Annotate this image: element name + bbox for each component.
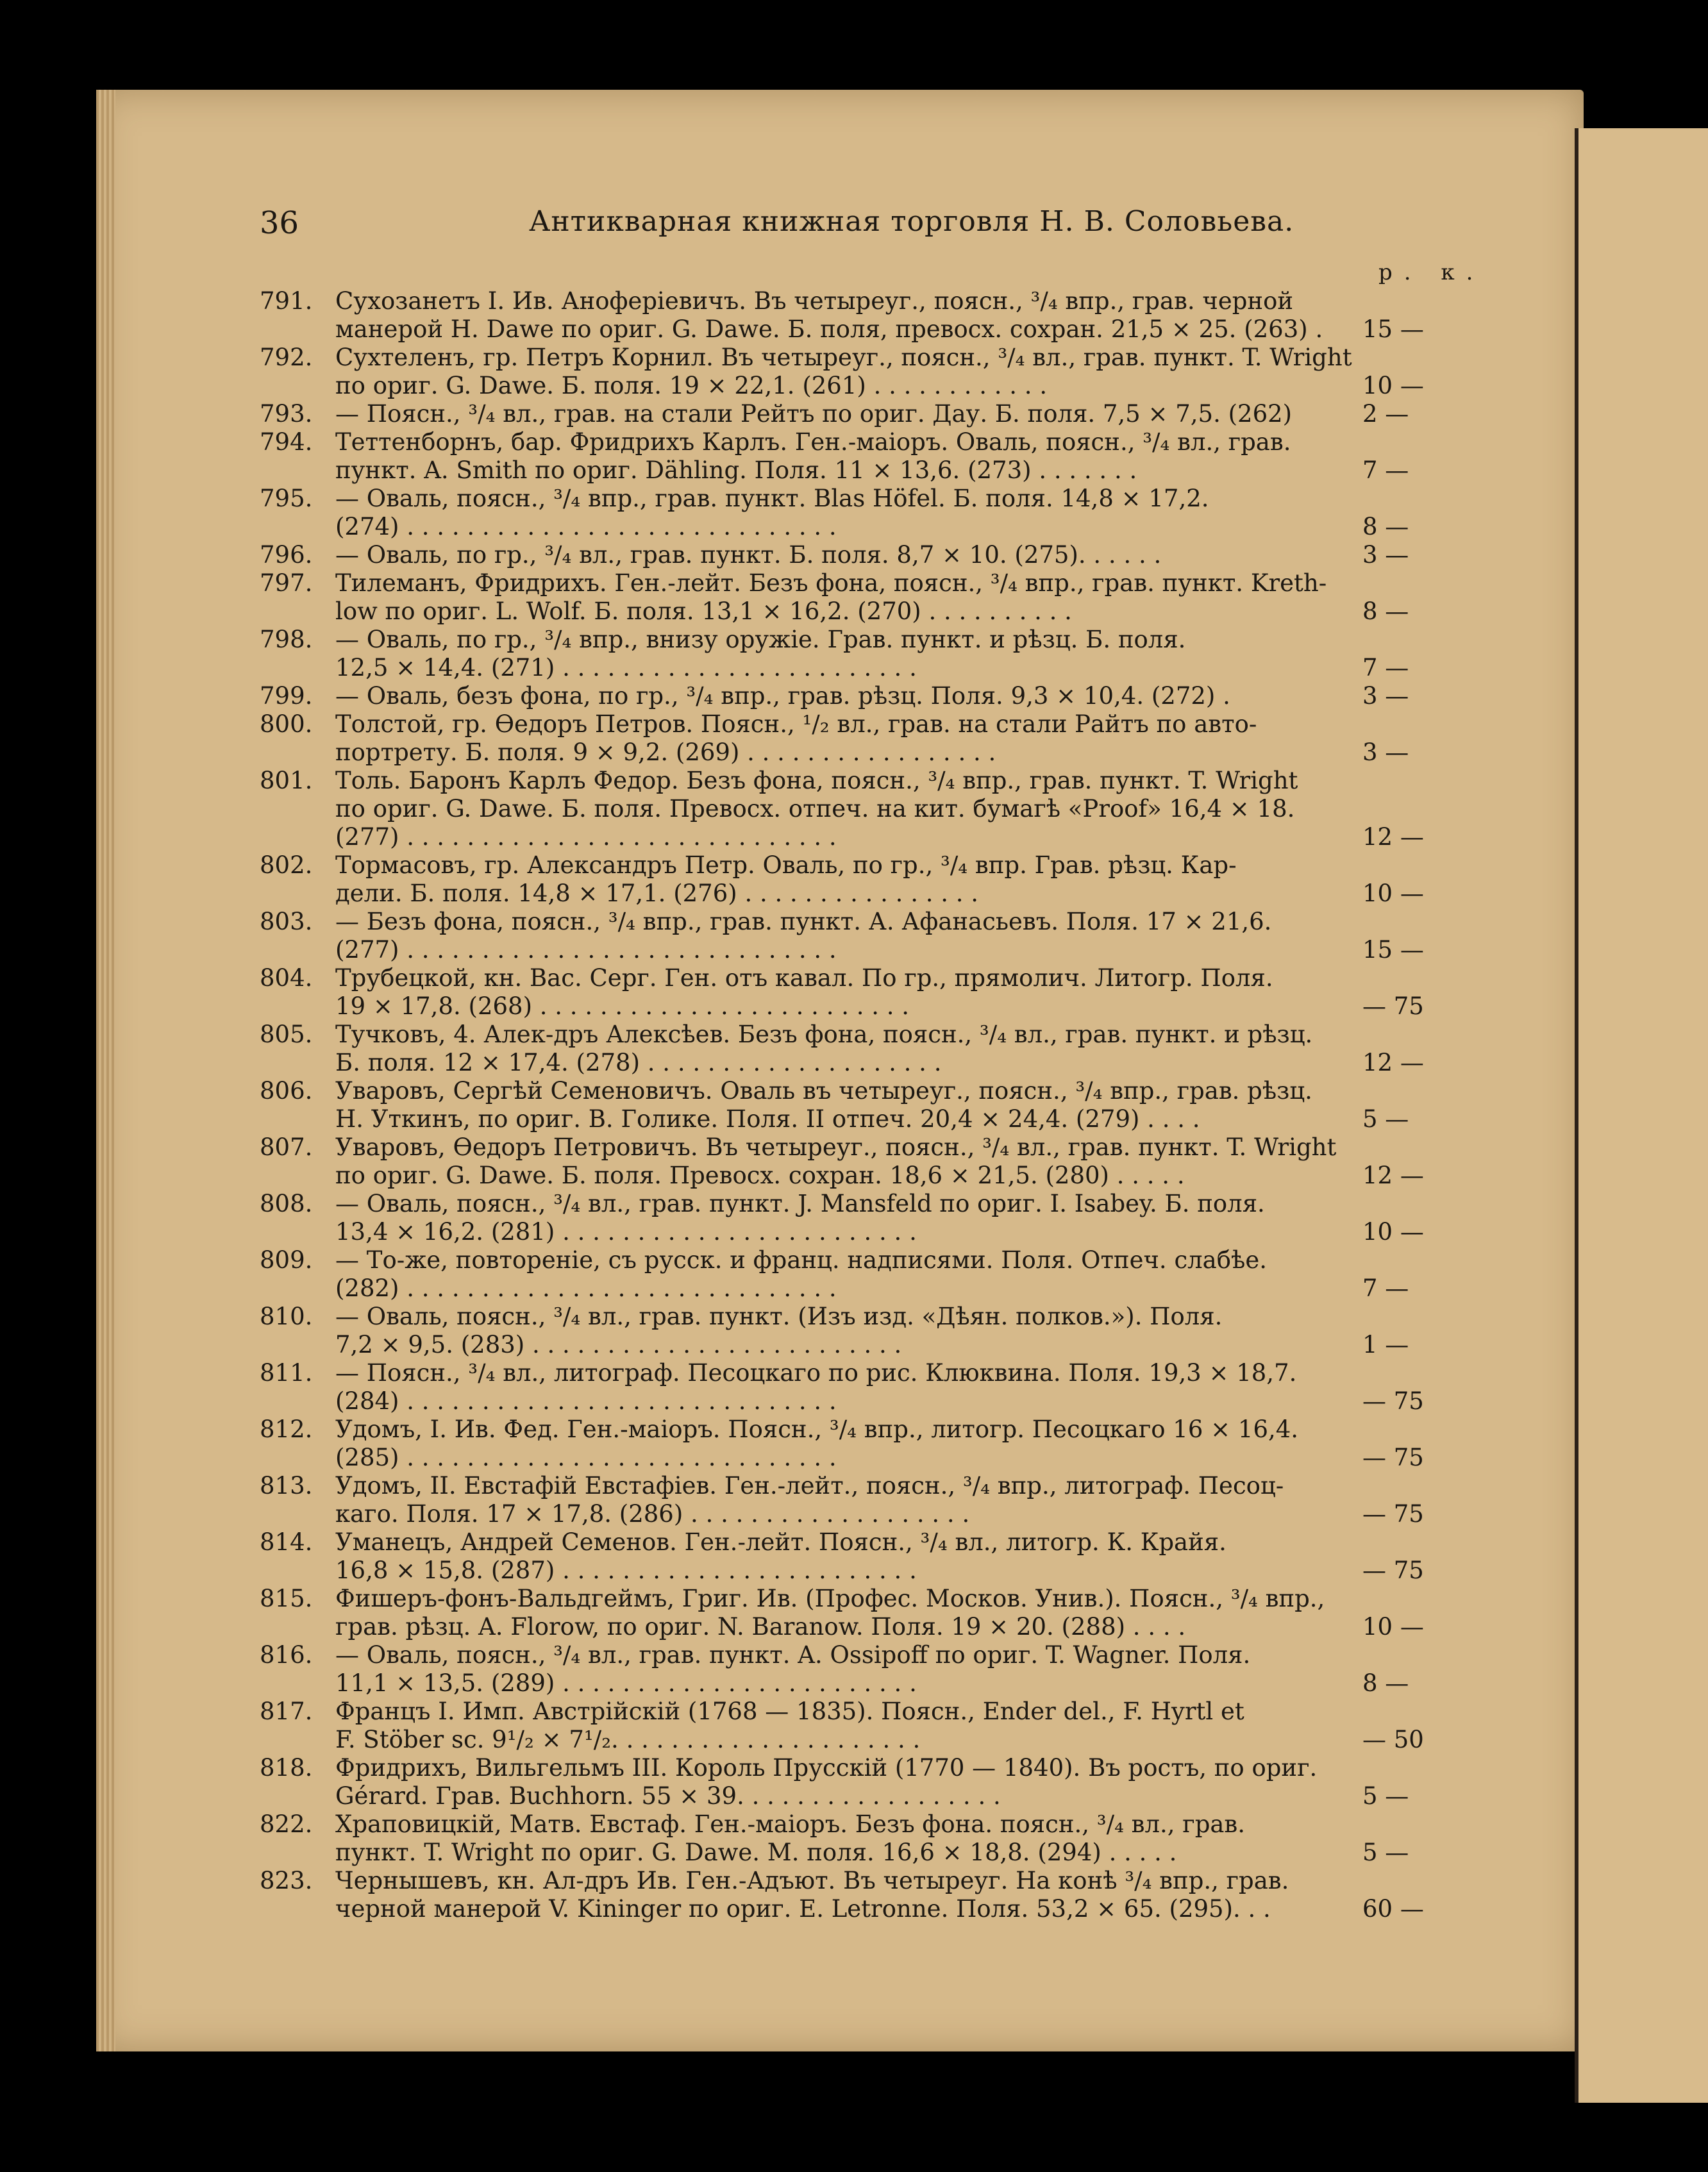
entry-price: 10 — <box>1362 1218 1424 1246</box>
entry-number: 818. <box>260 1754 313 1782</box>
entry-number: 794. <box>260 428 313 456</box>
entry-text: (285) . . . . . . . . . . . . . . . . . . . . . . . . . . . . . <box>335 1444 837 1471</box>
entry-number: 814. <box>260 1528 313 1556</box>
entry-line <box>260 287 1542 315</box>
entry-price: 5 — <box>1362 1105 1409 1133</box>
entry-line <box>260 1077 1542 1105</box>
entry-number: 808. <box>260 1190 313 1217</box>
entry-line <box>260 1867 1542 1895</box>
entry-text: 12,5 × 14,4. (271) . . . . . . . . . . . . . . . . . . . . . . . . <box>335 654 917 681</box>
catalog-entry <box>260 287 1542 344</box>
entry-text: (282) . . . . . . . . . . . . . . . . . . . . . . . . . . . . . <box>335 1274 837 1302</box>
entry-price: 3 — <box>1362 682 1409 710</box>
entry-line <box>260 710 1542 739</box>
entry-text: Тилеманъ, Фридрихъ. Ген.-лейт. Безъ фона, поясн., ³/₄ впр., грав. пункт. Kreth- <box>335 569 1327 597</box>
entry-price: — 75 <box>1362 1387 1424 1415</box>
entry-text: — Поясн., ³/₄ вл., грав. на стали Рейтъ по ориг. Дау. Б. поля. 7,5 × 7,5. (262) <box>335 400 1293 428</box>
catalog-entry <box>260 541 1542 569</box>
entry-text: Уманецъ, Андрей Семенов. Ген.-лейт. Поясн., ³/₄ вл., литогр. К. Крайя. <box>335 1528 1227 1556</box>
entry-number: 812. <box>260 1416 313 1443</box>
entry-text: (277) . . . . . . . . . . . . . . . . . . . . . . . . . . . . . <box>335 936 837 964</box>
entry-line <box>260 1246 1542 1274</box>
entry-number: 802. <box>260 851 313 879</box>
entry-price: 10 — <box>1362 372 1424 399</box>
entry-number: 805. <box>260 1021 313 1048</box>
entry-price: — 75 <box>1362 1557 1424 1584</box>
entry-number: 797. <box>260 569 313 597</box>
entry-text: Н. Уткинъ, по ориг. В. Голике. Поля. II отпеч. 20,4 × 24,4. (279) . . . . <box>335 1105 1200 1133</box>
entry-price: 5 — <box>1362 1782 1409 1810</box>
entry-text: (284) . . . . . . . . . . . . . . . . . . . . . . . . . . . . . <box>335 1387 837 1415</box>
entry-line <box>260 851 1542 880</box>
catalog-entry <box>260 1867 1542 1923</box>
entry-price: 10 — <box>1362 880 1424 907</box>
catalog-entry <box>260 1359 1542 1416</box>
entry-text: — То-же, повтореніе, съ русск. и франц. надписями. Поля. Отпеч. слабѣе. <box>335 1246 1267 1274</box>
entry-text: портрету. Б. поля. 9 × 9,2. (269) . . . . . . . . . . . . . . . . . <box>335 739 996 766</box>
entry-number: 798. <box>260 626 313 653</box>
page-number: 36 <box>260 205 299 241</box>
entry-text: (274) . . . . . . . . . . . . . . . . . . . . . . . . . . . . . <box>335 513 837 540</box>
entry-text: 13,4 × 16,2. (281) . . . . . . . . . . . . . . . . . . . . . . . . <box>335 1218 917 1246</box>
catalog-entry <box>260 1021 1542 1077</box>
catalog-entry <box>260 1472 1542 1528</box>
entry-price: 7 — <box>1362 456 1409 484</box>
entry-price: 8 — <box>1362 1669 1409 1697</box>
catalog-entry <box>260 908 1542 964</box>
entry-text: F. Stöber sc. 9¹/₂ × 7¹/₂. . . . . . . . . . . . . . . . . . . . . <box>335 1726 921 1753</box>
entry-number: 799. <box>260 682 313 710</box>
entry-line <box>260 1416 1542 1444</box>
entry-line <box>260 485 1542 513</box>
entry-text: — Поясн., ³/₄ вл., литограф. Песоцкаго по рис. Клюквина. Поля. 19,3 × 18,7. <box>335 1359 1297 1387</box>
entry-line <box>260 936 1542 964</box>
page-edges <box>96 90 115 2051</box>
entry-price: 60 — <box>1362 1895 1424 1923</box>
entry-line <box>260 1726 1542 1754</box>
entry-number: 796. <box>260 541 313 569</box>
entry-price: — 75 <box>1362 1444 1424 1471</box>
entry-line <box>260 1472 1542 1500</box>
entry-line <box>260 541 1542 569</box>
entry-text: Удомъ, І. Ив. Фед. Ген.-маіоръ. Поясн., ³/₄ впр., литогр. Песоцкаго 16 × 16,4. <box>335 1416 1299 1443</box>
entry-line <box>260 1105 1542 1133</box>
catalog-entry <box>260 1246 1542 1303</box>
catalog-entry <box>260 1698 1542 1754</box>
entry-line <box>260 1021 1542 1049</box>
entry-number: 801. <box>260 767 313 794</box>
entry-number: 806. <box>260 1077 313 1105</box>
entry-text: Фридрихъ, Вильгельмъ III. Король Прусскій (1770 — 1840). Въ ростъ, по ориг. <box>335 1754 1318 1782</box>
entry-text: пункт. A. Smith по ориг. Dähling. Поля. 11 × 13,6. (273) . . . . . . . <box>335 456 1137 484</box>
entry-line <box>260 1500 1542 1528</box>
entry-line <box>260 880 1542 908</box>
entry-line <box>260 1162 1542 1190</box>
entry-price: 8 — <box>1362 513 1409 540</box>
entry-text: манерой H. Dawe по ориг. G. Dawe. Б. поля, превосх. сохран. 21,5 × 25. (263) . <box>335 315 1323 343</box>
entry-text: Тормасовъ, гр. Александръ Петр. Оваль, по гр., ³/₄ впр. Грав. рѣзц. Кар- <box>335 851 1237 879</box>
entry-line <box>260 654 1542 682</box>
catalog-entry <box>260 400 1542 428</box>
entry-number: 810. <box>260 1303 313 1330</box>
entry-number: 816. <box>260 1641 313 1669</box>
entry-text: Теттенборнъ, бар. Фридрихъ Карлъ. Ген.-маіоръ. Оваль, поясн., ³/₄ вл., грав. <box>335 428 1291 456</box>
entry-line <box>260 1669 1542 1698</box>
entry-line <box>260 1641 1542 1669</box>
entry-line <box>260 1557 1542 1585</box>
entry-text: Сухозанетъ І. Ив. Аноферіевичъ. Въ четыреуг., поясн., ³/₄ впр., грав. черной <box>335 287 1294 315</box>
entry-number: 815. <box>260 1585 313 1612</box>
entry-price: 12 — <box>1362 1049 1424 1076</box>
entry-text: — Оваль, безъ фона, по гр., ³/₄ впр., грав. рѣзц. Поля. 9,3 × 10,4. (272) . <box>335 682 1230 710</box>
entry-text: по ориг. G. Dawe. Б. поля. Превосх. сохран. 18,6 × 21,5. (280) . . . . . <box>335 1162 1185 1189</box>
catalog-entry <box>260 1133 1542 1190</box>
entry-text: Уваровъ, Сергѣй Семеновичъ. Оваль въ четыреуг., поясн., ³/₄ впр., грав. рѣзц. <box>335 1077 1312 1105</box>
running-title: Антикварная книжная торговля Н. В. Соловьева. <box>529 205 1294 238</box>
entry-line <box>260 1839 1542 1867</box>
catalog-entry <box>260 767 1542 851</box>
entry-number: 822. <box>260 1810 313 1838</box>
entry-text: Толстой, гр. Ѳедоръ Петров. Поясн., ¹/₂ вл., грав. на стали Райтъ по авто- <box>335 710 1257 738</box>
entry-text: 7,2 × 9,5. (283) . . . . . . . . . . . . . . . . . . . . . . . . . <box>335 1331 902 1358</box>
entry-line <box>260 372 1542 400</box>
catalog-entry <box>260 1585 1542 1641</box>
entry-line <box>260 400 1542 428</box>
entry-text: — Безъ фона, поясн., ³/₄ впр., грав. пункт. А. Афанасьевъ. Поля. 17 × 21,6. <box>335 908 1272 935</box>
entry-line <box>260 344 1542 372</box>
entry-price: — 75 <box>1362 1500 1424 1528</box>
entry-number: 803. <box>260 908 313 935</box>
catalog-entry <box>260 851 1542 908</box>
entry-line <box>260 1218 1542 1246</box>
entry-line <box>260 1387 1542 1416</box>
entry-price: 15 — <box>1362 936 1424 964</box>
entry-text: low по ориг. L. Wolf. Б. поля. 13,1 × 16,2. (270) . . . . . . . . . . <box>335 597 1072 625</box>
entry-number: 800. <box>260 710 313 738</box>
catalog-entry <box>260 1077 1542 1133</box>
catalog-entry <box>260 1303 1542 1359</box>
entry-line <box>260 767 1542 795</box>
entry-text: — Оваль, поясн., ³/₄ вл., грав. пункт. (Изъ изд. «Дѣян. полков.»). Поля. <box>335 1303 1223 1330</box>
catalog-entries <box>260 287 1542 1923</box>
entry-text: дели. Б. поля. 14,8 × 17,1. (276) . . . . . . . . . . . . . . . . <box>335 880 979 907</box>
entry-text: Толь. Баронъ Карлъ Федор. Безъ фона, поясн., ³/₄ впр., грав. пункт. T. Wright <box>335 767 1298 794</box>
entry-text: Gérard. Грав. Buchhorn. 55 × 39. . . . . . . . . . . . . . . . . . <box>335 1782 1001 1810</box>
entry-text: Фишеръ-фонъ-Вальдгеймъ, Григ. Ив. (Профес. Москов. Унив.). Поясн., ³/₄ впр., <box>335 1585 1325 1612</box>
entry-price: 10 — <box>1362 1613 1424 1641</box>
entry-line <box>260 1049 1542 1077</box>
catalog-entry <box>260 1528 1542 1585</box>
entry-number: 813. <box>260 1472 313 1500</box>
entry-text: (277) . . . . . . . . . . . . . . . . . . . . . . . . . . . . . <box>335 823 837 851</box>
entry-text: 19 × 17,8. (268) . . . . . . . . . . . . . . . . . . . . . . . . . <box>335 992 910 1020</box>
entry-text: грав. рѣзц. A. Florow, по ориг. N. Baranow. Поля. 19 × 20. (288) . . . . <box>335 1613 1186 1641</box>
entry-line <box>260 1133 1542 1162</box>
catalog-entry <box>260 1416 1542 1472</box>
entry-price: — 75 <box>1362 992 1424 1020</box>
entry-price: 3 — <box>1362 739 1409 766</box>
entry-line <box>260 1613 1542 1641</box>
entry-price: 7 — <box>1362 654 1409 681</box>
entry-number: 792. <box>260 344 313 371</box>
entry-price: 12 — <box>1362 1162 1424 1189</box>
entry-line <box>260 1782 1542 1810</box>
entry-number: 823. <box>260 1867 313 1894</box>
entry-line <box>260 1190 1542 1218</box>
entry-price: — 50 <box>1362 1726 1424 1753</box>
entry-price: 7 — <box>1362 1274 1409 1302</box>
entry-line <box>260 456 1542 485</box>
entry-price: 1 — <box>1362 1331 1409 1358</box>
entry-number: 817. <box>260 1698 313 1725</box>
entry-price: 15 — <box>1362 315 1424 343</box>
catalog-entry <box>260 710 1542 767</box>
entry-text: Францъ І. Имп. Австрійскій (1768 — 1835). Поясн., Ender del., F. Hyrtl et <box>335 1698 1244 1725</box>
entry-text: — Оваль, по гр., ³/₄ впр., внизу оружіе. Грав. пункт. и рѣзц. Б. поля. <box>335 626 1186 653</box>
entry-line <box>260 1895 1542 1923</box>
entry-line <box>260 315 1542 344</box>
catalog-entry <box>260 1641 1542 1698</box>
entry-price: 3 — <box>1362 541 1409 569</box>
entry-text: Б. поля. 12 × 17,4. (278) . . . . . . . . . . . . . . . . . . . . <box>335 1049 942 1076</box>
catalog-entry <box>260 569 1542 626</box>
entry-line <box>260 597 1542 626</box>
entry-text: Сухтеленъ, гр. Петръ Корнил. Въ четыреуг., поясн., ³/₄ вл., грав. пункт. T. Wright <box>335 344 1352 371</box>
entry-line <box>260 1754 1542 1782</box>
catalog-entry <box>260 682 1542 710</box>
entry-line <box>260 1303 1542 1331</box>
entry-number: 793. <box>260 400 313 428</box>
catalog-entry <box>260 1190 1542 1246</box>
entry-price: 2 — <box>1362 400 1409 428</box>
entry-line <box>260 1331 1542 1359</box>
entry-text: Трубецкой, кн. Вас. Серг. Ген. отъ кавал. По гр., прямолич. Литогр. Поля. <box>335 964 1273 992</box>
entry-text: 16,8 × 15,8. (287) . . . . . . . . . . . . . . . . . . . . . . . . <box>335 1557 917 1584</box>
entry-text: 11,1 × 13,5. (289) . . . . . . . . . . . . . . . . . . . . . . . . <box>335 1669 917 1697</box>
entry-number: 809. <box>260 1246 313 1274</box>
entry-number: 791. <box>260 287 313 315</box>
entry-text: пункт. T. Wright по ориг. G. Dawe. М. поля. 16,6 × 18,8. (294) . . . . . <box>335 1839 1177 1866</box>
entry-price: 5 — <box>1362 1839 1409 1866</box>
entry-text: по ориг. G. Dawe. Б. поля. Превосх. отпеч. на кит. бумагѣ «Proof» 16,4 × 18. <box>335 795 1295 823</box>
entry-line <box>260 795 1542 823</box>
entry-text: Тучковъ, 4. Алек-дръ Алексѣев. Безъ фона, поясн., ³/₄ вл., грав. пункт. и рѣзц. <box>335 1021 1313 1048</box>
entry-line <box>260 964 1542 992</box>
entry-text: Храповицкій, Матв. Евстаф. Ген.-маіоръ. Безъ фона. поясн., ³/₄ вл., грав. <box>335 1810 1246 1838</box>
entry-text: — Оваль, поясн., ³/₄ вл., грав. пункт. A. Ossipoff по ориг. T. Wagner. Поля. <box>335 1641 1251 1669</box>
entry-text: черной манерой V. Kininger по ориг. E. Letronne. Поля. 53,2 × 65. (295). . . <box>335 1895 1271 1923</box>
entry-text: Удомъ, II. Евстафій Евстафіев. Ген.-лейт., поясн., ³/₄ впр., литограф. Песоц- <box>335 1472 1284 1500</box>
catalog-entry <box>260 428 1542 485</box>
entry-price: 8 — <box>1362 597 1409 625</box>
entry-line <box>260 626 1542 654</box>
catalog-entry <box>260 964 1542 1021</box>
entry-line <box>260 908 1542 936</box>
entry-line <box>260 1698 1542 1726</box>
entry-line <box>260 992 1542 1021</box>
catalog-entry <box>260 1754 1542 1810</box>
entry-line <box>260 513 1542 541</box>
entry-line <box>260 1810 1542 1839</box>
entry-line <box>260 1359 1542 1387</box>
entry-line <box>260 739 1542 767</box>
price-column-header: р. к. <box>1378 260 1485 285</box>
entry-line <box>260 1444 1542 1472</box>
entry-number: 807. <box>260 1133 313 1161</box>
entry-line <box>260 1585 1542 1613</box>
entry-text: каго. Поля. 17 × 17,8. (286) . . . . . . . . . . . . . . . . . . . <box>335 1500 970 1528</box>
entry-line <box>260 823 1542 851</box>
entry-line <box>260 1274 1542 1303</box>
entry-text: Уваровъ, Ѳедоръ Петровичъ. Въ четыреуг., поясн., ³/₄ вл., грав. пункт. T. Wright <box>335 1133 1337 1161</box>
entry-line <box>260 1528 1542 1557</box>
page-header <box>260 205 1446 256</box>
entry-line <box>260 428 1542 456</box>
entry-text: — Оваль, поясн., ³/₄ впр., грав. пункт. Blas Höfel. Б. поля. 14,8 × 17,2. <box>335 485 1209 512</box>
catalog-entry <box>260 626 1542 682</box>
entry-line <box>260 682 1542 710</box>
catalog-entry <box>260 344 1542 400</box>
entry-number: 804. <box>260 964 313 992</box>
entry-number: 795. <box>260 485 313 512</box>
entry-number: 811. <box>260 1359 313 1387</box>
entry-line <box>260 569 1542 597</box>
catalog-entry <box>260 1810 1542 1867</box>
catalog-entry <box>260 485 1542 541</box>
entry-text: — Оваль, по гр., ³/₄ вл., грав. пункт. Б. поля. 8,7 × 10. (275). . . . . . <box>335 541 1162 569</box>
entry-text: Чернышевъ, кн. Ал-дръ Ив. Ген.-Адъют. Въ четыреуг. На конѣ ³/₄ впр., грав. <box>335 1867 1289 1894</box>
entry-text: — Оваль, поясн., ³/₄ вл., грав. пункт. J. Mansfeld по ориг. I. Isabey. Б. поля. <box>335 1190 1265 1217</box>
entry-price: 12 — <box>1362 823 1424 851</box>
entry-text: по ориг. G. Dawe. Б. поля. 19 × 22,1. (261) . . . . . . . . . . . . <box>335 372 1048 399</box>
